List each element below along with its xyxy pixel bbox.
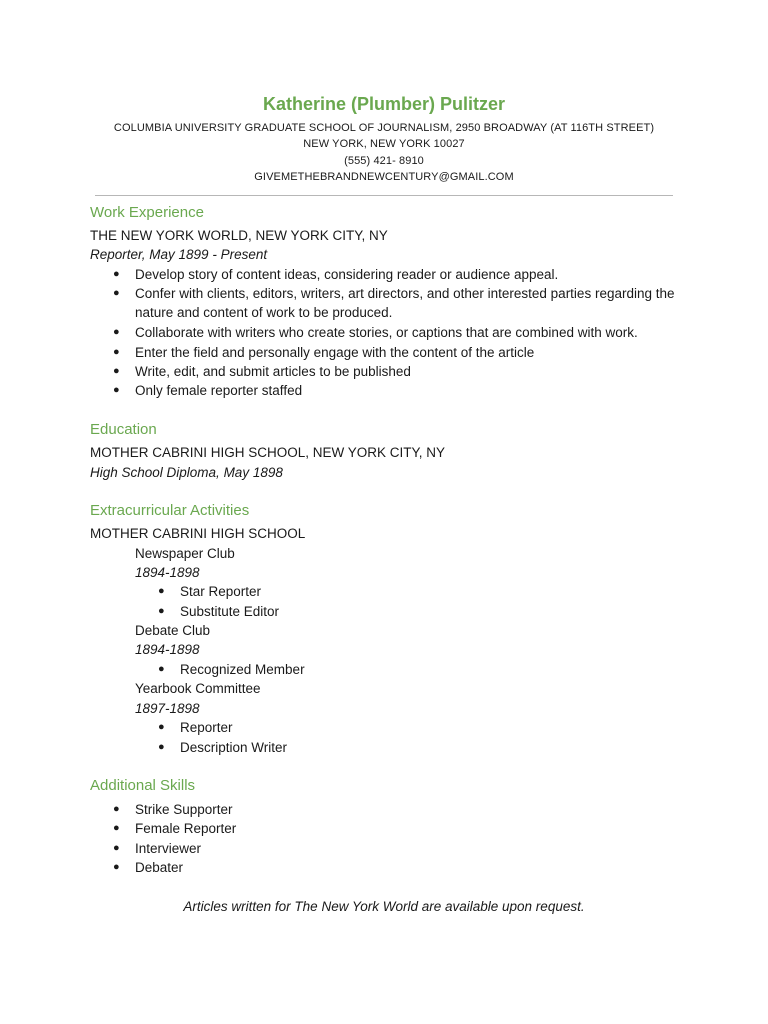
- phone-number: (555) 421- 8910: [344, 155, 424, 167]
- resume-page: Katherine (Plumber) Pulitzer COLUMBIA UNIVERSITY GRADUATE SCHOOL OF JOURNALISM, 2950 BROADWAY (AT 116TH STREET) NEW YORK, NEW YORK 10027 (555) 421- 8910 GIVEMETHEBRANDNEWCENTURY@GMAIL.COM Work Experience THE NEW YORK WORLD, NEW YORK CITY, NY Reporter, May 1899 - Present ● Develop story of content ideas, considering reader or audience appeal. ● Confer with clients, editors, writers, art directors, and other interested parties regarding the nature and content of work to be produced. ● Collaborate with writers who create stories, or captions that are combined with work. ● Enter the field and personally engage with the content of the article ● Write, edit, and submit articles to be published ● Only female reporter staffed Education MOTHER CABRINI HIGH SCHOOL, NEW YORK CITY, NY High School Diploma, May 1898 Extracurricular Activities MOTHER CABRINI HIGH SCHOOL Newspaper Club 1894-1898 ● Star Reporter ● Substitute Editor Debate Club 1894-1898 ● Recognized Member Yearbook Committee 1897-1898 ● Reporter ● Description Writer Additional Skills ● Strike Supporter ● Female Reporter ● Interviewer ● Debater Articles written for The New York World are available upon request.: [0, 0, 768, 1024]
- address-line-1: COLUMBIA UNIVERSITY GRADUATE SCHOOL OF JOURNALISM, 2950 BROADWAY (AT 116TH STREET): [113, 122, 655, 134]
- bullet-icon: ●: [158, 605, 165, 617]
- activity-name: Newspaper Club: [135, 546, 235, 561]
- email-address: GIVEMETHEBRANDNEWCENTURY@GMAIL.COM: [254, 171, 514, 183]
- bullet-icon: ●: [113, 326, 120, 338]
- work-role: Reporter, May 1899 - Present: [90, 247, 268, 262]
- bullet-icon: ●: [113, 842, 120, 854]
- activity-name: Debate Club: [135, 623, 211, 638]
- header-divider: [95, 195, 673, 196]
- candidate-name: Katherine (Plumber) Pulitzer: [262, 94, 506, 114]
- education-degree: High School Diploma, May 1898: [90, 465, 283, 480]
- extracurricular-heading: Extracurricular Activities: [90, 502, 250, 519]
- work-employer: THE NEW YORK WORLD, NEW YORK CITY, NY: [90, 228, 388, 243]
- address-line-2: NEW YORK, NEW YORK 10027: [303, 138, 465, 150]
- bullet-icon: ●: [158, 721, 165, 733]
- education-heading: Education: [90, 421, 157, 438]
- work-experience-heading: Work Experience: [90, 204, 204, 221]
- activity-years: 1894-1898: [135, 642, 200, 657]
- bullet-icon: ●: [158, 585, 165, 597]
- extracurricular-school: MOTHER CABRINI HIGH SCHOOL: [90, 526, 306, 541]
- education-school: MOTHER CABRINI HIGH SCHOOL, NEW YORK CITY, NY: [90, 445, 446, 460]
- bullet-icon: ●: [113, 384, 120, 396]
- activity-years: 1894-1898: [135, 565, 200, 580]
- bullet-icon: ●: [113, 803, 120, 815]
- bullet-icon: ●: [113, 346, 120, 358]
- activity-years: 1897-1898: [135, 701, 200, 716]
- bullet-icon: ●: [113, 268, 120, 280]
- bullet-icon: ●: [113, 365, 120, 377]
- bullet-icon: ●: [113, 861, 120, 873]
- bullet-icon: ●: [158, 741, 165, 753]
- bullet-icon: ●: [113, 822, 120, 834]
- bullet-icon: ●: [158, 663, 165, 675]
- bullet-icon: ●: [113, 287, 120, 299]
- additional-skills-heading: Additional Skills: [90, 777, 196, 794]
- activity-name: Yearbook Committee: [135, 681, 261, 696]
- footer-note: Articles written for The New York World are available upon request.: [183, 899, 585, 914]
